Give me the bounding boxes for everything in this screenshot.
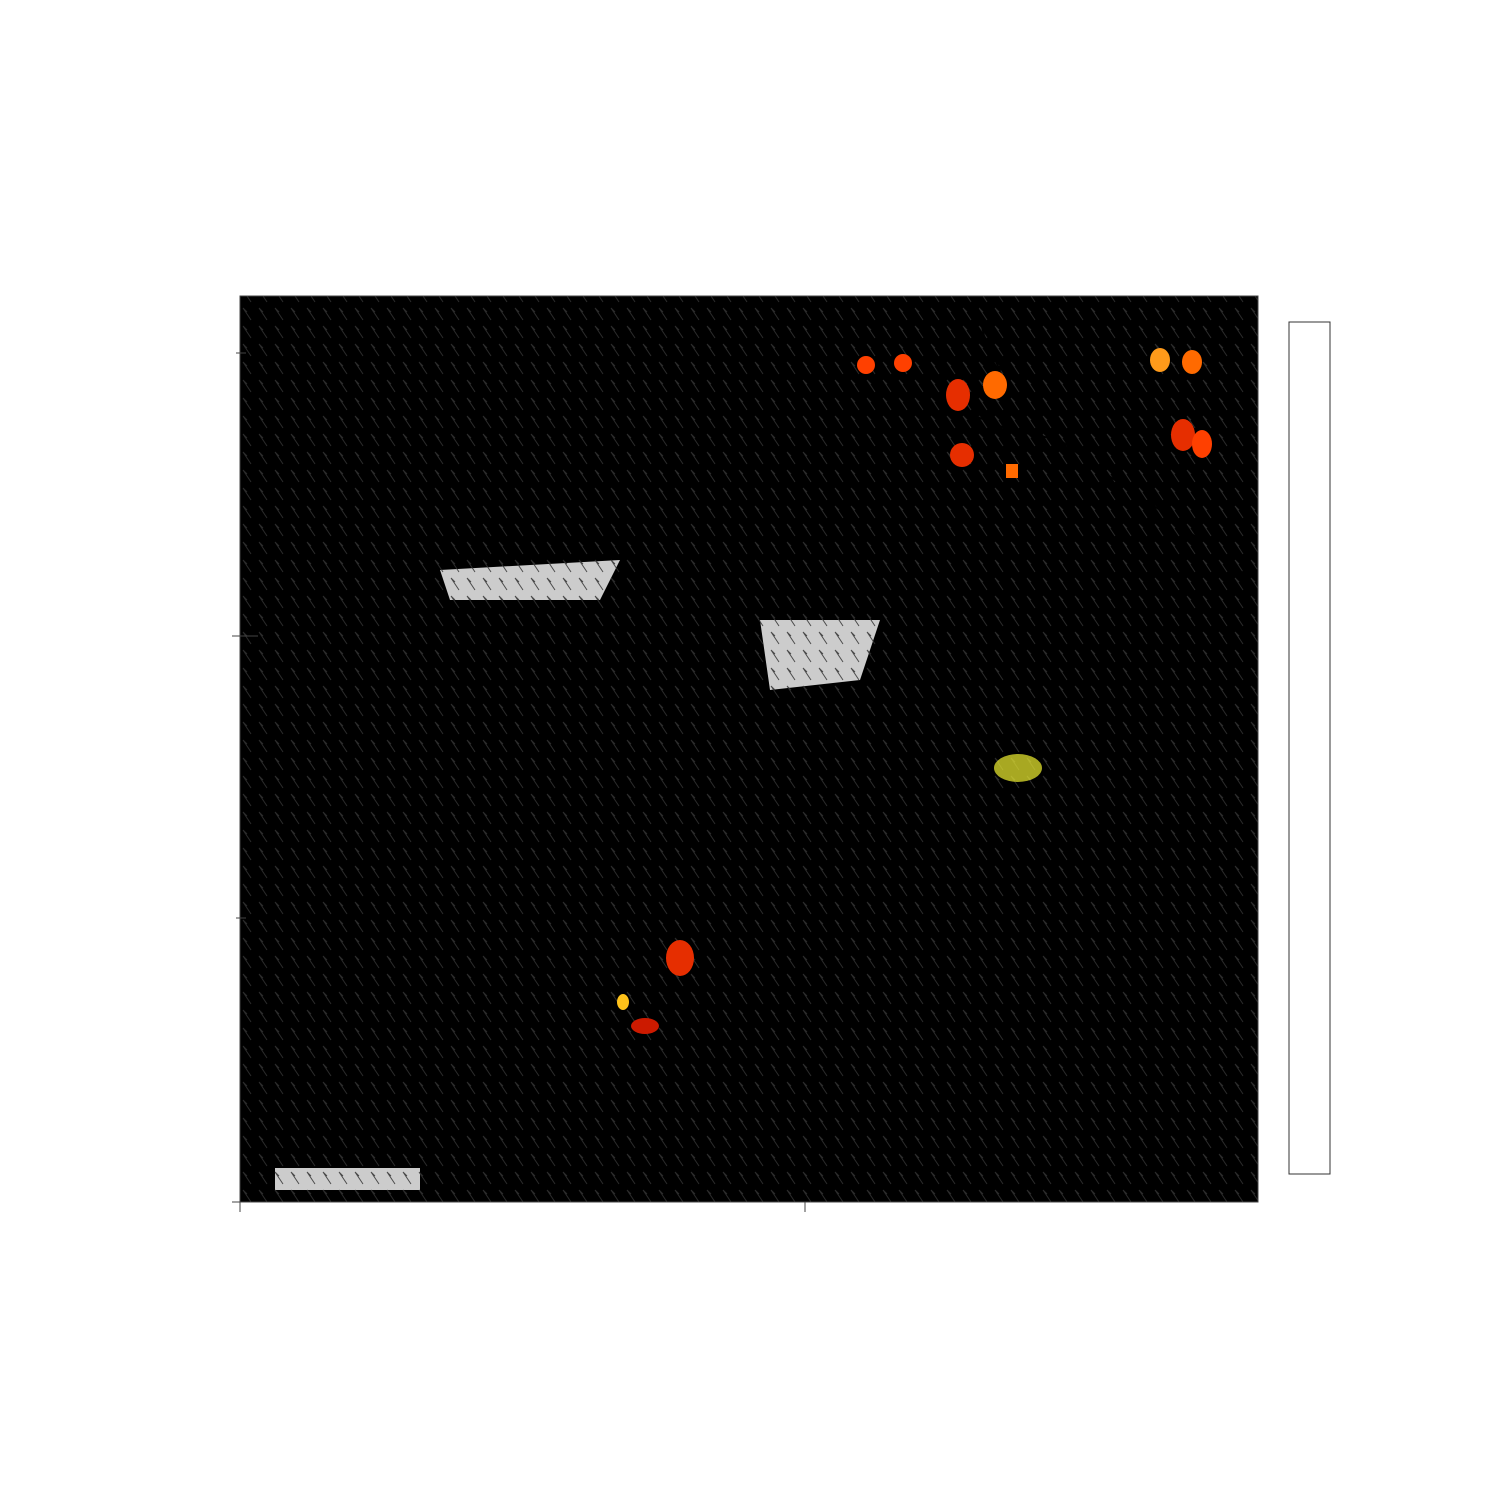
vort-cell bbox=[666, 940, 694, 976]
vort-cell bbox=[1150, 348, 1170, 372]
vort-cell bbox=[894, 354, 912, 372]
colorbar-frame bbox=[1289, 322, 1330, 1174]
vort-cell bbox=[983, 371, 1007, 399]
vort-cell bbox=[1006, 464, 1018, 478]
vort-cell bbox=[950, 443, 974, 467]
vort-cell bbox=[617, 994, 629, 1010]
wind-barbs bbox=[240, 296, 1258, 1202]
vort-cell bbox=[857, 356, 875, 374]
vort-cell bbox=[1182, 350, 1202, 374]
vort-cell bbox=[946, 379, 970, 411]
vort-cell bbox=[994, 754, 1042, 782]
vort-cell bbox=[1171, 419, 1195, 451]
vort-cell bbox=[631, 1018, 659, 1034]
vort-cell bbox=[1192, 430, 1212, 458]
